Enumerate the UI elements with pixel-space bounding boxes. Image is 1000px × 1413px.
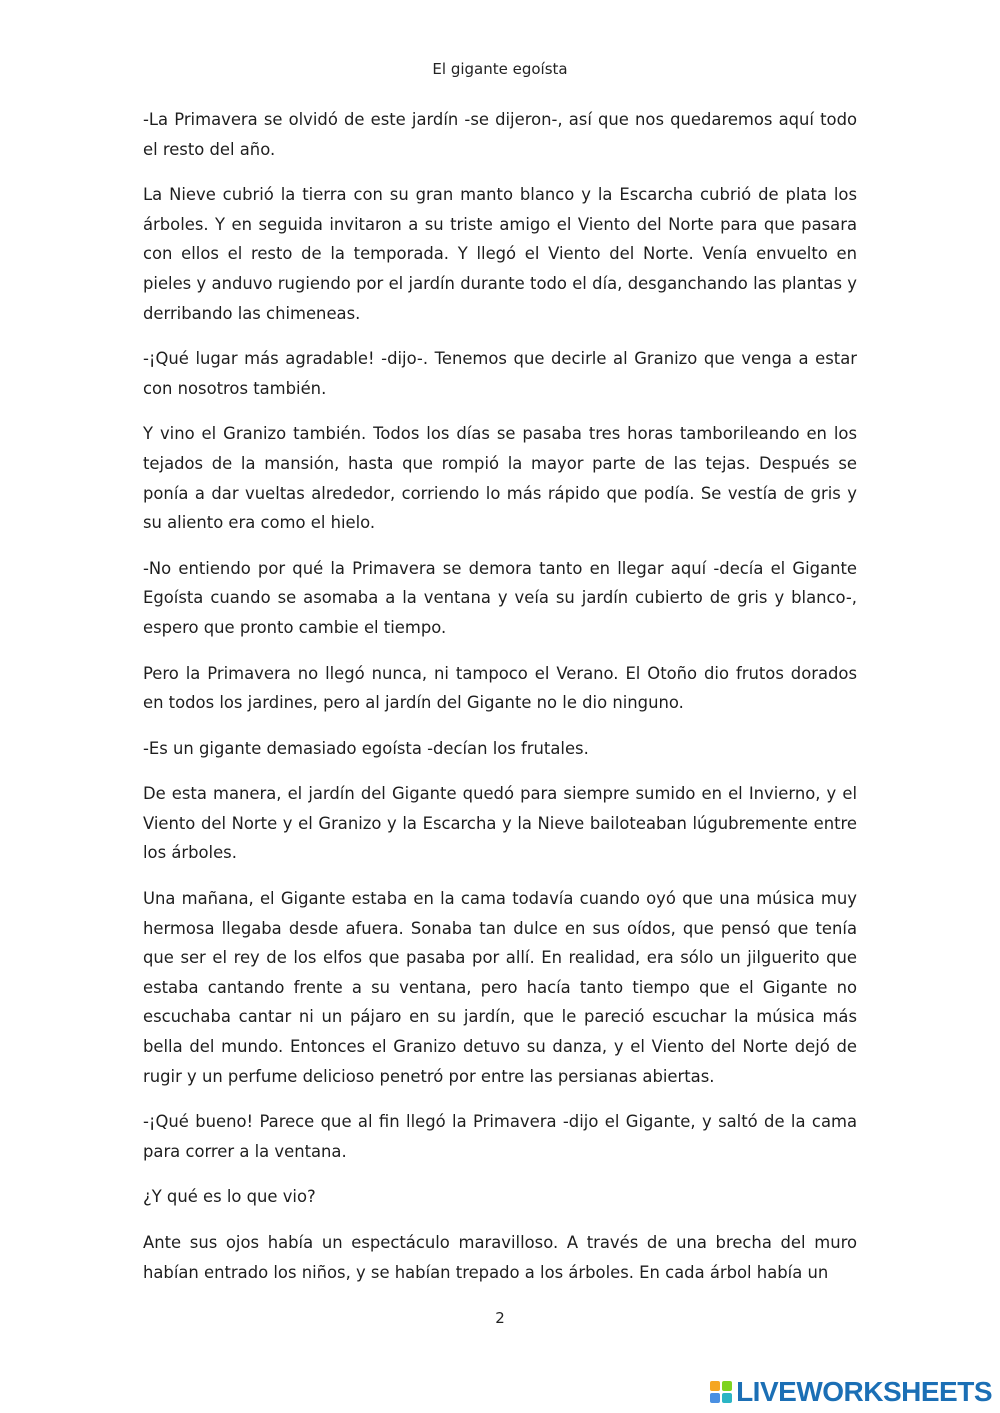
paragraph: -¡Qué lugar más agradable! -dijo-. Tenemos que decirle al Granizo que venga a estar con nosotros también. xyxy=(143,349,857,398)
paragraph: -No entiendo por qué la Primavera se demora tanto en llegar aquí -decía el Gigante Egoísta cuando se asomaba a la ventana y veía su jardín cubierto de gris y blanco-, espero que pronto cambie el tiempo. xyxy=(143,558,857,637)
liveworksheets-watermark[interactable] xyxy=(710,1375,992,1409)
document-body xyxy=(143,105,857,1303)
paragraph: -¡Qué bueno! Parece que al fin llegó la Primavera -dijo el Gigante, y saltó de la cama para correr a la ventana. xyxy=(143,1112,857,1161)
paragraph: ¿Y qué es lo que vio? xyxy=(143,1187,316,1207)
paragraph: -La Primavera se olvidó de este jardín -se dijeron-, así que nos quedaremos aquí todo el resto del año. xyxy=(143,110,857,159)
paragraph: Y vino el Granizo también. Todos los días se pasaba tres horas tamborileando en los tejados de la mansión, hasta que rompió la mayor parte de las tejas. Después se ponía a dar vueltas alrededor, corriendo lo más rápido que podía. Se vestía de gris y su aliento era como el hielo. xyxy=(143,424,857,533)
paragraph: Pero la Primavera no llegó nunca, ni tampoco el Verano. El Otoño dio frutos dorados en todos los jardines, pero al jardín del Gigante no le dio ninguno. xyxy=(143,663,857,713)
watermark-text: LIVEWORKSHEETS xyxy=(736,1376,992,1407)
paragraph: De esta manera, el jardín del Gigante quedó para siempre sumido en el Invierno, y el Viento del Norte y el Granizo y la Escarcha y la Nieve bailoteaban lúgubremente entre los árboles. xyxy=(143,784,857,863)
paragraph: La Nieve cubrió la tierra con su gran manto blanco y la Escarcha cubrió de plata los árboles. Y en seguida invitaron a su triste amigo el Viento del Norte para que pasara con ellos el resto de la temporada. Y llegó el Viento del Norte. Venía envuelto en pieles y anduvo rugiendo por el jardín durante todo el día, desganchando las plantas y derribando las chimeneas. xyxy=(143,185,857,323)
page-number: 2 xyxy=(495,1309,505,1327)
page-header-title: El gigante egoísta xyxy=(432,60,568,78)
paragraph: -Es un gigante demasiado egoísta -decían los frutales. xyxy=(143,738,589,758)
paragraph: Ante sus ojos había un espectáculo maravilloso. A través de una brecha del muro habían entrado los niños, y se habían trepado a los árboles. En cada árbol había un xyxy=(143,1233,857,1282)
paragraph: Una mañana, el Gigante estaba en la cama todavía cuando oyó que una música muy hermosa llegaba desde afuera. Sonaba tan dulce en sus oídos, que pensó que tenía que ser el rey de los elfos que pasaba por allí. En realidad, era sólo un jilguerito que estaba cantando frente a su ventana, pero hacía tanto tiempo que el Gigante no escuchaba cantar ni un pájaro en su jardín, que le pareció escuchar la música más bella del mundo. Entonces el Granizo detuvo su danza, y el Viento del Norte dejó de rugir y un perfume delicioso penetró por entre las persianas abiertas. xyxy=(143,889,857,1086)
liveworksheets-logo-icon xyxy=(710,1381,732,1403)
